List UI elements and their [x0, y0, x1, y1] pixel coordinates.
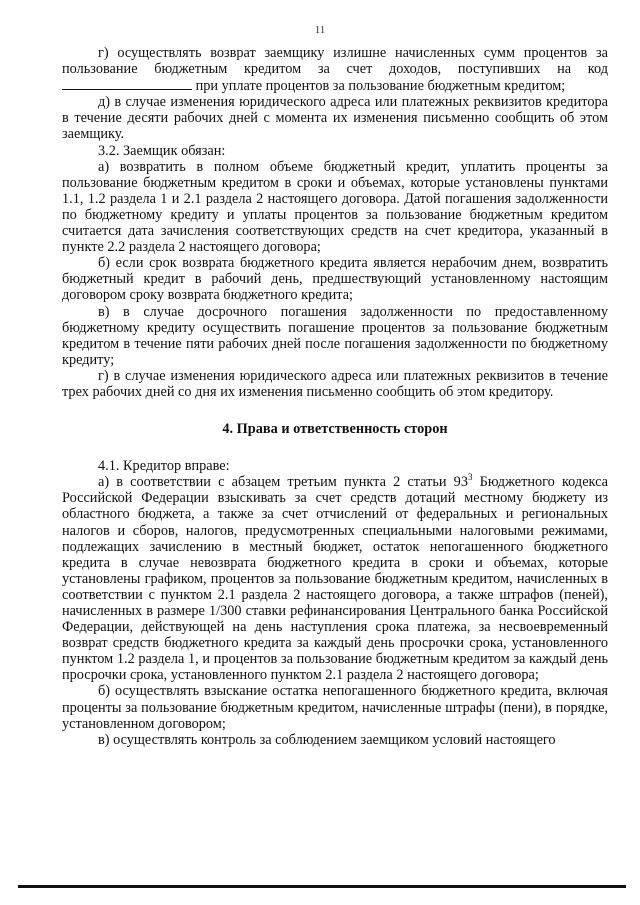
- paragraph-text: а) в соответствии с абзацем третьим пункта 2 статьи 93: [98, 474, 468, 491]
- paragraph-3-1-d: д) в случае изменения юридического адреса или платежных реквизитов кредитора в течение десяти рабочих дней с момента их изменения письменно сообщить об этом заемщику.: [62, 94, 608, 143]
- paragraph-3-2-b: б) если срок возврата бюджетного кредита является нерабочим днем, возвратить бюджетный кредит в рабочий день, предшествующий установленному настоящим договором сроку возврата бюджетного кредита;: [62, 255, 608, 304]
- page-number: 11: [314, 24, 326, 36]
- paragraph-3-2-a: а) возвратить в полном объеме бюджетный кредит, уплатить проценты за пользование бюджетным кредитом в сроки и объемах, которые установлены пунктами 1.1, 1.2 раздела 1 и 2.1 раздела 2 настоящего договора. Датой погашения задолженности по бюджетному кредиту и уплаты процентов за пользование бюджетным кредитом считается дата зачисления соответствующих средств на счет кредитора, указанный в пункте 2.2 раздела 2 настоящего договора;: [62, 158, 608, 256]
- paragraph-text: Бюджетного кодекса Российской Федерации взыскивать за счет средств дотаций местному бюджету из областного бюджета, а также за счет отчислений от федеральных и региональных налогов и сборов, налогов, предусмотренных специальными налоговыми режимами, подлежащих зачислению в местный бюджет, остаток непогашенного бюджетного кредита в случае невозврата бюджетного кредита в сроки и объемах, которые установлены графиком, процентов за пользование бюджетным кредитом, начисленных в соответствии с пунктом 2.1 раздела 2 настоящего договора, а также штрафов (пеней), начисленных в размере 1/300 ставки рефинансирования Центрального банка Российской Федерации, действующей на день наступления срока платежа, за несвоевременный возврат средств бюджетного кредита за каждый день просрочки срока, установленного пунктом 1.2 раздела 1, и процентов за пользование бюджетным кредитом за каждый день просрочки срока, установленного пунктом 2.1 раздела 2 настоящего договора;: [62, 474, 608, 684]
- paragraph-4-1-b: б) осуществлять взыскание остатка непогашенного бюджетного кредита, включая проценты за пользование бюджетным кредитом, начисленные штрафы (пени), в порядке, установленном договором;: [62, 683, 608, 732]
- document-body: [62, 45, 608, 748]
- section-4-title: 4. Права и ответственность сторон: [222, 421, 448, 438]
- bottom-scan-border: [18, 885, 626, 888]
- blank-code-field: [62, 77, 192, 90]
- paragraph-text: г) осуществлять возврат заемщику излишне начисленных сумм процентов за пользование бюджетным кредитом за счет доходов, поступивших на код: [62, 45, 608, 78]
- paragraph-3-2-v: в) в случае досрочного погашения задолженности по предоставленному бюджетному кредиту осуществить погашение процентов за пользование бюджетным кредитом в течение пяти рабочих дней после погашения задолженности по бюджетному кредиту;: [62, 303, 608, 368]
- paragraph-text: при уплате процентов за пользование бюджетным кредитом;: [195, 78, 566, 95]
- clause-4-1-heading: 4.1. Кредитор вправе:: [98, 458, 230, 475]
- paragraph-3-1-g: [62, 45, 608, 94]
- paragraph-3-2-g: г) в случае изменения юридического адреса или платежных реквизитов в течение трех рабочих дней со дня их изменения письменно сообщить об этом кредитору.: [62, 367, 608, 400]
- paragraph-4-1-v: в) осуществлять контроль за соблюдением заемщиком условий настоящего: [98, 731, 556, 748]
- superscript: 3: [467, 472, 473, 483]
- paragraph-4-1-a: [62, 474, 608, 683]
- clause-3-2-heading: 3.2. Заемщик обязан:: [98, 142, 226, 159]
